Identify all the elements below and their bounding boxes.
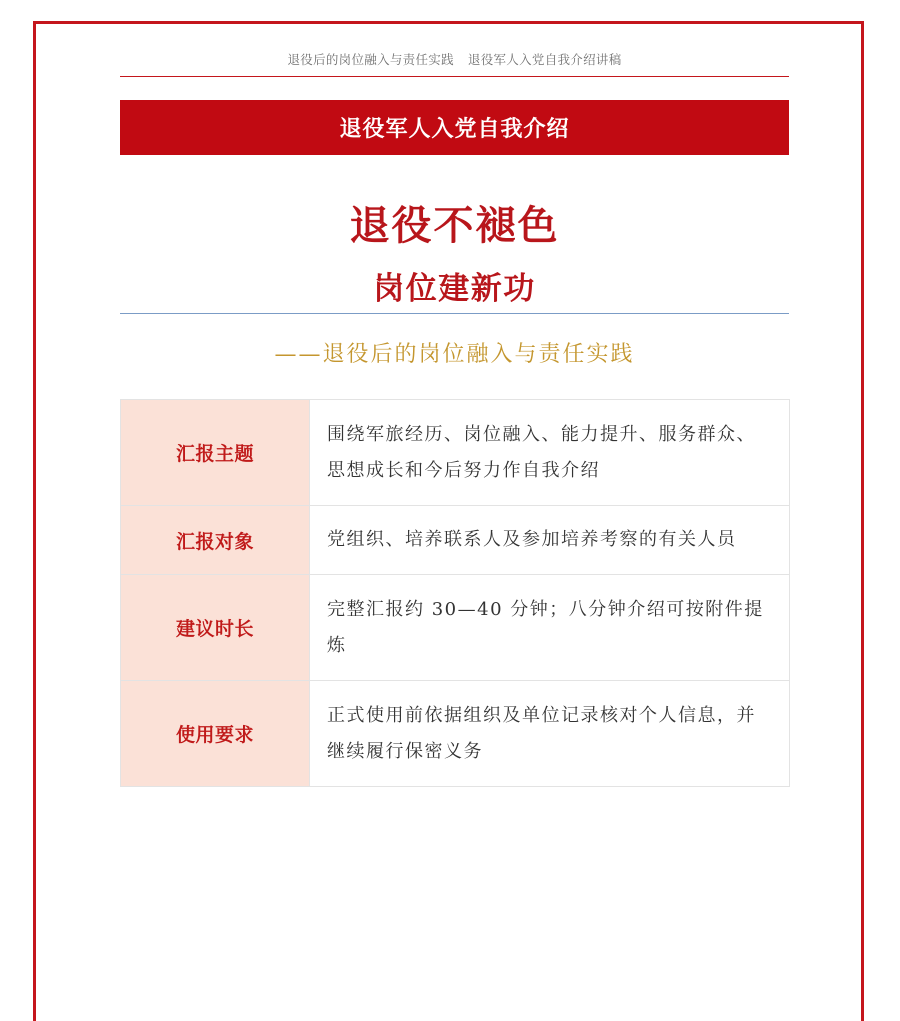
- info-table: [120, 399, 790, 787]
- info-label: 汇报主题: [121, 400, 310, 506]
- tagline: ——退役后的岗位融入与责任实践: [274, 342, 635, 367]
- running-header: [120, 50, 789, 68]
- info-value: 正式使用前依据组织及单位记录核对个人信息，并继续履行保密义务: [310, 681, 790, 787]
- running-header-left: 退役后的岗位融入与责任实践: [287, 52, 454, 67]
- running-header-right: 退役军人入党自我介绍讲稿: [467, 52, 622, 67]
- info-label: 建议时长: [121, 575, 310, 681]
- info-label: 汇报对象: [121, 506, 310, 575]
- info-label: 使用要求: [121, 681, 310, 787]
- title-banner: [120, 100, 789, 155]
- title-divider: [120, 313, 789, 314]
- info-row-audience: [121, 506, 790, 575]
- info-value: 党组织、培养联系人及参加培养考察的有关人员: [310, 506, 790, 575]
- info-row-duration: [121, 575, 790, 681]
- info-row-topic: [121, 400, 790, 506]
- sub-title: 岗位建新功: [373, 271, 536, 307]
- banner-title: 退役军人入党自我介绍: [339, 117, 570, 142]
- info-value: 围绕军旅经历、岗位融入、能力提升、服务群众、思想成长和今后努力作自我介绍: [310, 400, 790, 506]
- header-divider: [120, 76, 789, 77]
- main-title: 退役不褪色: [349, 203, 560, 249]
- info-row-requirements: [121, 681, 790, 787]
- info-value: 完整汇报约 30—40 分钟；八分钟介绍可按附件提炼: [310, 575, 790, 681]
